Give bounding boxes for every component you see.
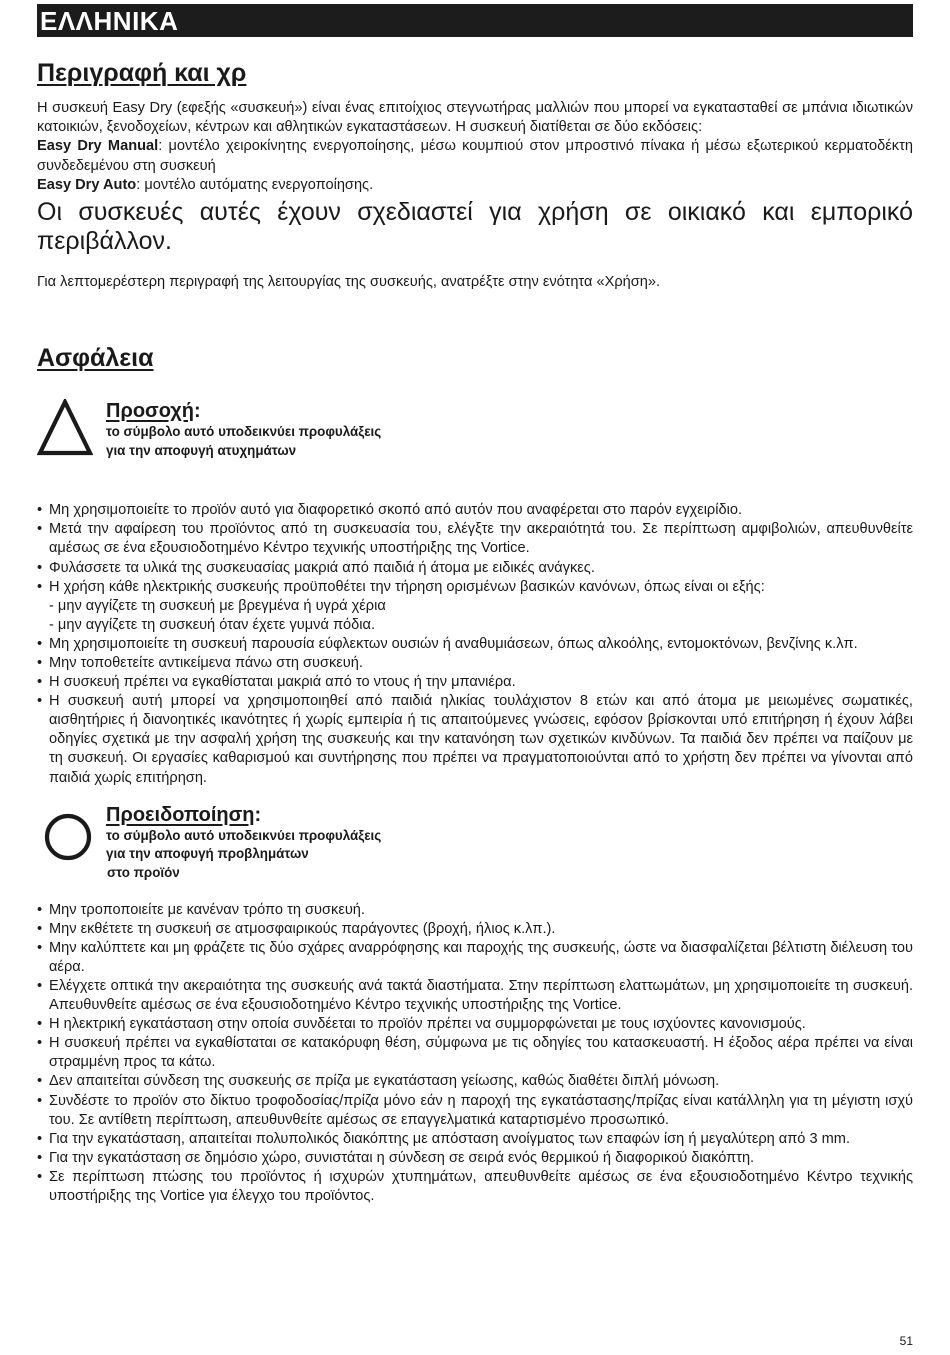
caution-description: το σύμβολο αυτό υποδεικνύει προφυλάξεις για την αποφυγή ατυχημάτων xyxy=(106,424,382,458)
auto-model-name: Easy Dry Auto xyxy=(37,176,137,193)
list-item: • Μην τροποποιείτε με κανέναν τρόπο τη συσκευή. xyxy=(37,901,913,920)
list-item: • Συνδέστε το προϊόν στο δίκτυο τροφοδοσίας/πρίζα μόνο εάν η παροχή της εγκατάστασης/πρίζας είναι κατάλληλη για τη μέγιστη ισχύ του. Σε αντίθετη περίπτωση, απευθυνθείτε αμέσως σε επαγγελματικά καταρτισμένο προσωπικό. xyxy=(37,1092,913,1130)
list-item: • Μην καλύπτετε και μη φράζετε τις δύο σχάρες αναρρόφησης και παροχής της συσκευής, ώστε να διασφαλίζεται βέλτιστη διέλευση του αέρα. xyxy=(37,939,913,977)
list-item: • Η ηλεκτρική εγκατάσταση στην οποία συνδέεται το προϊόν πρέπει να συμμορφώνεται με τους ισχύοντες κανονισμούς. xyxy=(37,1015,913,1034)
sub-list-item: - μην αγγίζετε τη συσκευή όταν έχετε γυμνά πόδια. xyxy=(49,616,913,635)
list-item: • Δεν απαιτείται σύνδεση της συσκευής σε πρίζα με εγκατάσταση γείωσης, καθώς διαθέτει διπλή μόνωση. xyxy=(37,1072,913,1091)
manual-model-name: Easy Dry Manual xyxy=(37,138,159,155)
sub-list-item: - μην αγγίζετε τη συσκευή με βρεγμένα ή υγρά χέρια xyxy=(49,597,913,616)
warning-title: Προειδοποίηση: xyxy=(106,803,262,826)
list-item: • Μην τοποθετείτε αντικείμενα πάνω στη συσκευή. xyxy=(37,654,913,673)
warning-triangle-icon xyxy=(37,399,93,457)
list-item: • Μη χρησιμοποιείτε τη συσκευή παρουσία εύφλεκτων ουσιών ή αναθυμιάσεων, όπως αλκοόλης, εντομοκτόνων, βενζίνης κ.λπ. xyxy=(37,635,913,654)
list-item: • Για την εγκατάσταση σε δημόσιο χώρο, συνιστάται η σύνδεση σε σειρά ενός θερμικού ή διαφορικού διακόπτη. xyxy=(37,1149,913,1168)
list-item: • Η συσκευή αυτή μπορεί να χρησιμοποιηθεί από παιδιά ηλικίας τουλάχιστον 8 ετών και από άτομα με μειωμένες σωματικές, αισθητήριες ή διανοητικές ικανότητες ή χωρίς εμπειρία ή τις απαιτούμενες γνώσεις, εφόσον βρίσκονται υπό επιτήρηση ή έχουν λάβει οδηγίες σχετικά με την ασφαλή χρήση της συσκευής και την κατανόηση των σχετικών κινδύνων. Τα παιδιά δεν πρέπει να παίζουν με τη συσκευή. Οι εργασίες καθαρισμού και συντήρησης που πρέπει να πραγματοποιούνται από το χρήστη δεν πρέπει να γίνονται από παιδιά χωρίς επιτήρηση. xyxy=(37,692,913,787)
caution-title: Προσοχή: xyxy=(106,400,201,423)
language-header xyxy=(37,4,913,37)
usage-reference: Για λεπτομερέστερη περιγραφή της λειτουργίας της συσκευής, ανατρέξτε στην ενότητα «Χρήση». xyxy=(37,274,661,291)
manual-page xyxy=(37,4,913,1206)
warning-description: το σύμβολο αυτό υποδεικνύει προφυλάξεις για την αποφυγή προβλημάτων στο προϊόν xyxy=(106,827,382,880)
list-item: • Μετά την αφαίρεση του προϊόντος από τη συσκευασία του, ελέγξτε την ακεραιότητά του. Σε περίπτωση αμφιβολιών, απευθυνθείτε αμέσως σε ένα εξουσιοδοτημένο Κέντρο τεχνικής υποστήριξης της Vortice. xyxy=(37,520,913,558)
description-title: Περιγραφή και χρ xyxy=(37,59,247,87)
safety-title: Ασφάλεια xyxy=(37,344,154,373)
list-item: • Σε περίπτωση πτώσης του προϊόντος ή ισχυρών χτυπημάτων, απευθυνθείτε αμέσως σε ένα εξουσιοδοτημένο Κέντρο τεχνικής υποστήριξης της Vortice για έλεγχο του προϊόντος. xyxy=(37,1168,913,1206)
language-label: ΕΛΛΗΝΙΚΑ xyxy=(40,6,179,36)
list-item: • Η συσκευή πρέπει να εγκαθίσταται σε κατακόρυφη θέση, σύμφωνα με τις οδηγίες του κατασκευαστή. Η έξοδος αέρα πρέπει να είναι στραμμένη προς τα κάτω. xyxy=(37,1034,913,1072)
auto-model-line xyxy=(37,176,913,195)
manual-model-text: : μοντέλο χειροκίνητης ενεργοποίησης, μέσω κουμπιού στον μπροστινό πίνακα ή μέσω εξωτερικού κερματοδέκτη συνδεδεμένου στη συσκευή xyxy=(37,138,913,174)
safety-list xyxy=(37,501,913,787)
manual-model-line xyxy=(37,137,913,175)
description-intro: Η συσκευή Easy Dry (εφεξής «συσκευή») είναι ένας επιτοίχιος στεγνωτήρας μαλλιών που μπορεί να εγκατασταθεί σε μπάνια ιδιωτικών κατοικιών, ξενοδοχείων, κέντρων και αθλητικών εγκαταστάσεων. Η συσκευή διατίθεται σε δύο εκδόσεις: xyxy=(37,100,913,136)
sub-list xyxy=(49,597,913,635)
auto-model-text: : μοντέλο αυτόματης ενεργοποίησης. xyxy=(136,176,374,193)
environment-statement: Οι συσκευές αυτές έχουν σχεδιαστεί για χρήση σε οικιακό και εμπορικό περιβάλλον. xyxy=(37,198,913,256)
list-item: • Φυλάσσετε τα υλικά της συσκευασίας μακριά από παιδιά ή άτομα με ειδικές ανάγκες. xyxy=(37,559,913,578)
list-item: • Η συσκευή πρέπει να εγκαθίσταται μακριά από το ντους ή την μπανιέρα. xyxy=(37,673,913,692)
list-item-with-subitems: • Η χρήση κάθε ηλεκτρικής συσκευής προϋποθέτει την τήρηση ορισμένων βασικών κανόνων, όπως είναι οι εξής: - μην αγγίζετε τη συσκευή με βρεγμένα ή υγρά χέρια - μην αγγίζετε τη συσκευή όταν έχετε γυμνά πόδια. xyxy=(37,578,913,635)
list-item: • Μη χρησιμοποιείτε το προϊόν αυτό για διαφορετικό σκοπό από αυτόν που αναφέρεται στο παρόν εγχειρίδιο. xyxy=(37,501,913,520)
warning-list xyxy=(37,901,913,1207)
warning-notice xyxy=(37,803,913,881)
list-item: • Μην εκθέτετε τη συσκευή σε ατμοσφαιρικούς παράγοντες (βροχή, ήλιος κ.λπ.). xyxy=(37,920,913,939)
page-number: 51 xyxy=(899,1334,913,1348)
list-item: • Ελέγχετε οπτικά την ακεραιότητα της συσκευής ανά τακτά διαστήματα. Στην περίπτωση ελαττωμάτων, μη χρησιμοποιείτε τη συσκευή. Απευθυνθείτε αμέσως σε ένα εξουσιοδοτημένο Κέντρο τεχνικής υποστήριξης της Vortice. xyxy=(37,977,913,1015)
description-block xyxy=(37,99,913,195)
warning-circle-icon xyxy=(37,811,97,871)
caution-notice xyxy=(37,399,913,471)
list-item: • Για την εγκατάσταση, απαιτείται πολυπολικός διακόπτης με απόσταση ανοίγματος των επαφών ίση ή μεγαλύτερη από 3 mm. xyxy=(37,1130,913,1149)
